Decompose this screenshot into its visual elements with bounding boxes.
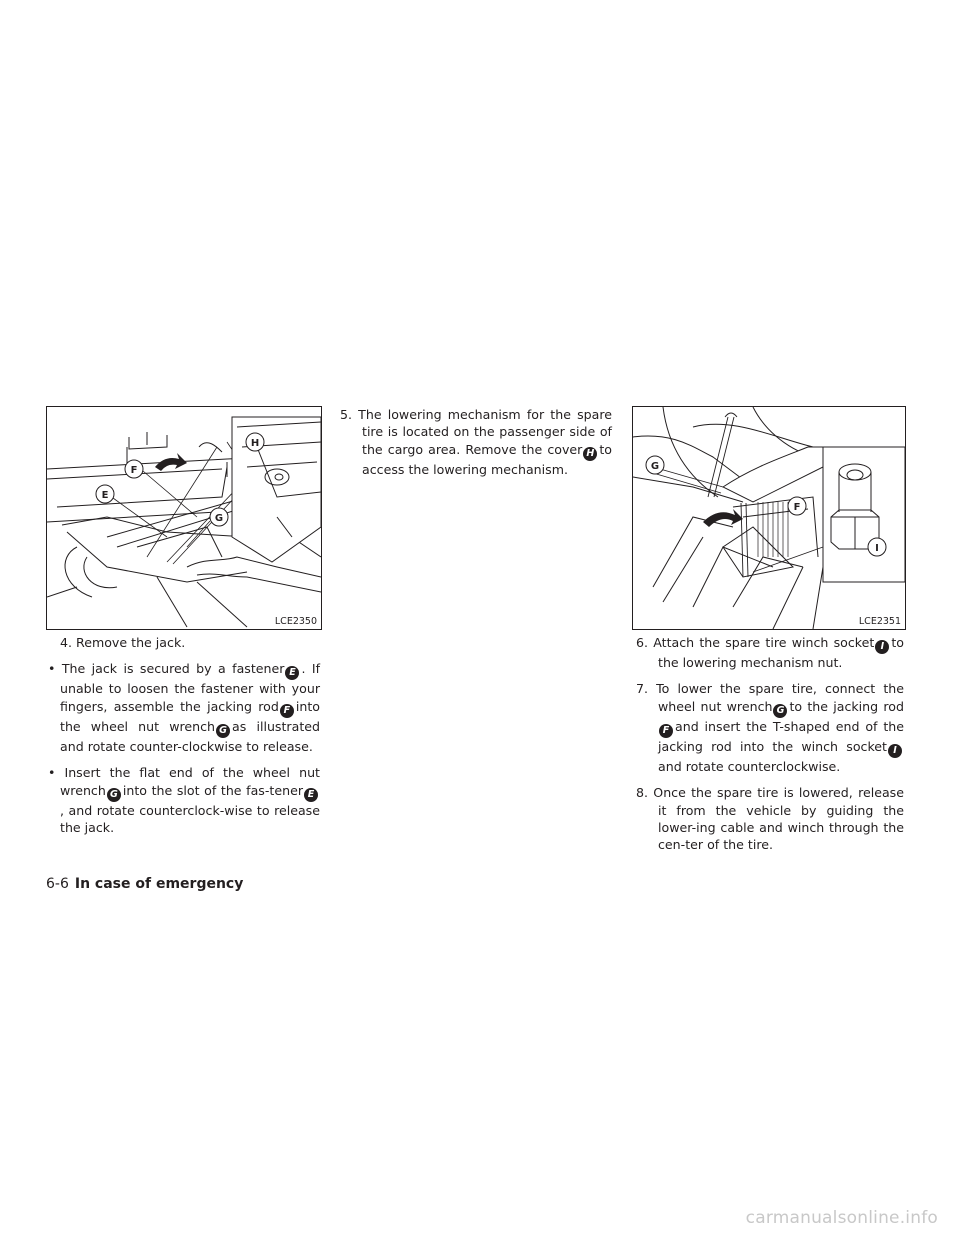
page-number: 6-6 — [46, 876, 69, 892]
callout-f-right: F — [793, 502, 801, 513]
page-footer — [46, 876, 243, 892]
step-6 — [636, 634, 904, 671]
bullet-fastener — [24, 660, 320, 755]
bullet-flat-end — [24, 764, 320, 836]
figure-lowering-mechanism — [632, 406, 906, 630]
figure-code: LCE2350 — [274, 616, 317, 627]
callout-f: F — [130, 465, 138, 476]
watermark: carmanualsonline.info — [745, 1208, 938, 1228]
text-run: 8. Once the spare tire is lowered, release it from the vehicle by guiding the lower-ing cable and winch through the cen-ter of the tire. — [636, 785, 904, 853]
step-7 — [636, 680, 904, 775]
column-middle — [340, 406, 612, 487]
section-title: In case of emergency — [74, 876, 244, 892]
text-run: and rotate counterclockwise. — [658, 758, 841, 774]
ref-i: I — [888, 744, 902, 758]
figure-code: LCE2351 — [858, 616, 901, 627]
ref-f: F — [659, 724, 673, 738]
text-run: 6. Attach the spare tire winch socket — [636, 635, 875, 650]
text-run: to the lowering mechanism nut. — [658, 635, 904, 670]
text-run: into the slot of the fas-tener — [122, 782, 303, 798]
ref-f: F — [280, 704, 294, 718]
text-run: and insert the T-shaped end of the jacking rod into the winch socket — [658, 718, 904, 754]
ref-g: G — [773, 704, 787, 718]
callout-h: H — [250, 438, 260, 449]
text-run: , and rotate counterclock-wise to release the jack. — [60, 802, 320, 836]
jack-illustration — [47, 407, 321, 629]
step-4-text: 4. Remove the jack. — [60, 635, 186, 650]
step-8 — [636, 784, 904, 854]
ref-g: G — [107, 788, 121, 802]
text-run: into the wheel nut wrench — [60, 698, 320, 734]
ref-g: G — [216, 724, 230, 738]
winch-illustration — [633, 407, 905, 629]
text-run: • Insert the flat end of the wheel nut wrench — [48, 765, 320, 798]
callout-g: G — [214, 513, 224, 524]
callout-e: E — [101, 490, 109, 501]
text-run: to the jacking rod — [789, 698, 904, 714]
column-left — [48, 634, 320, 845]
text-run: • The jack is secured by a fastener — [48, 661, 285, 677]
text-run: 7. To lower the spare tire, connect the wheel nut wrench — [636, 681, 904, 714]
text-run: 5. The lowering mechanism for the spare tire is located on the passenger side of the cargo area. Remove the cover — [340, 407, 612, 457]
callout-i: I — [875, 543, 879, 554]
figure-jack-removal — [46, 406, 322, 630]
ref-i: I — [875, 640, 889, 654]
callout-g-right: G — [650, 461, 660, 472]
column-right — [636, 634, 904, 863]
ref-h: H — [583, 447, 597, 461]
step-4 — [60, 634, 320, 651]
text-run: as illustrated and rotate counter-clockwise to release. — [60, 718, 320, 754]
text-run: to access the lowering mechanism. — [362, 441, 612, 477]
step-5 — [340, 406, 612, 478]
text-run: . If unable to loosen the fastener with your fingers, assemble the jacking rod — [60, 661, 320, 714]
ref-e: E — [285, 666, 299, 680]
ref-e: E — [304, 788, 318, 802]
